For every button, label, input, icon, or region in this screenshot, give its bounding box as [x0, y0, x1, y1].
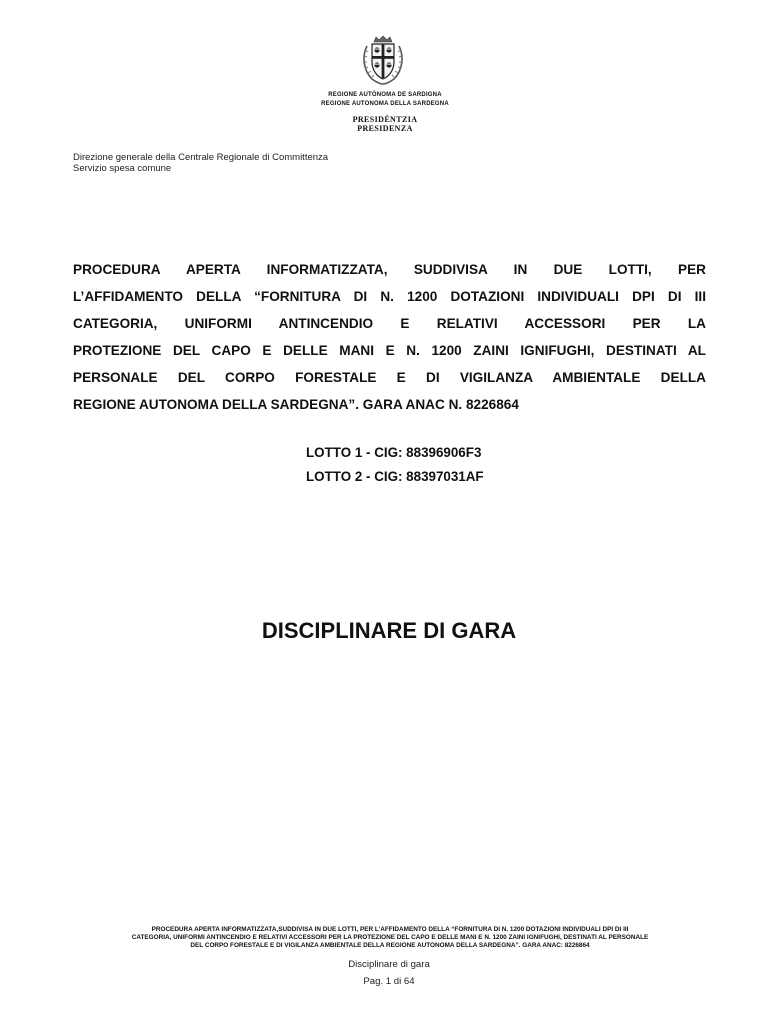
coat-of-arms-icon [358, 34, 408, 86]
footer-document-name: Disciplinare di gara [348, 959, 430, 970]
document-heading: DISCIPLINARE DI GARA [261, 618, 517, 643]
procedure-title-line: L’AFFIDAMENTO DELLA “FORNITURA DI N. 1200 DOTAZIONI INDIVIDUALI DPI DI III [73, 289, 706, 304]
procedure-title-line: PERSONALE DEL CORPO FORESTALE E DI VIGILANZA AMBIENTALE DELLA [73, 370, 706, 385]
procedure-title-line: PROCEDURA APERTA INFORMATIZZATA, SUDDIVISA IN DUE LOTTI, PER [73, 262, 706, 277]
footer-running-title-line: PROCEDURA APERTA INFORMATIZZATA,SUDDIVISA IN DUE LOTTI, PER L’AFFIDAMENTO DELLA “FORNITURA DI N. 1200 DOTAZIONI INDIVIDUALI DPI DI III [151, 926, 629, 933]
footer-running-title-line: DEL CORPO FORESTALE E DI VIGILANZA AMBIENTALE DELLA REGIONE AUTONOMA DELLA SARDEGNA”. GARA ANAC: 8226864 [190, 942, 590, 949]
lot-1-cig: LOTTO 1 - CIG: 88396906F3 [306, 445, 482, 460]
procedure-title [73, 256, 706, 418]
footer-running-title-line: CATEGORIA, UNIFORMI ANTINCENDIO E RELATIVI ACCESSORI PER LA PROTEZIONE DEL CAPO E DELLE MANI E N. 1200 ZAINI IGNIFUGHI, DESTINATI AL PERSONALE [131, 934, 649, 941]
procedure-title-line: REGIONE AUTONOMA DELLA SARDEGNA”. GARA ANAC N. 8226864 [73, 397, 519, 412]
department-service: Servizio spesa comune [73, 163, 172, 174]
presidency-italian: PRESIDENZA [357, 124, 413, 133]
department-name: Direzione generale della Centrale Regionale di Committenza [73, 152, 329, 163]
page-number: Pag. 1 di 64 [363, 976, 415, 987]
region-name-sardinian: REGIONE AUTÒNOMA DE SARDIGNA [328, 92, 442, 98]
lot-2-cig: LOTTO 2 - CIG: 88397031AF [306, 469, 484, 484]
region-name-italian: REGIONE AUTONOMA DELLA SARDEGNA [321, 101, 449, 107]
procedure-title-line: CATEGORIA, UNIFORMI ANTINCENDIO E RELATIVI ACCESSORI PER LA [73, 316, 706, 331]
presidency-sardinian: PRESIDÈNTZIA [352, 115, 418, 124]
procedure-title-line: PROTEZIONE DEL CAPO E DELLE MANI E N. 1200 ZAINI IGNIFUGHI, DESTINATI AL [73, 343, 706, 358]
